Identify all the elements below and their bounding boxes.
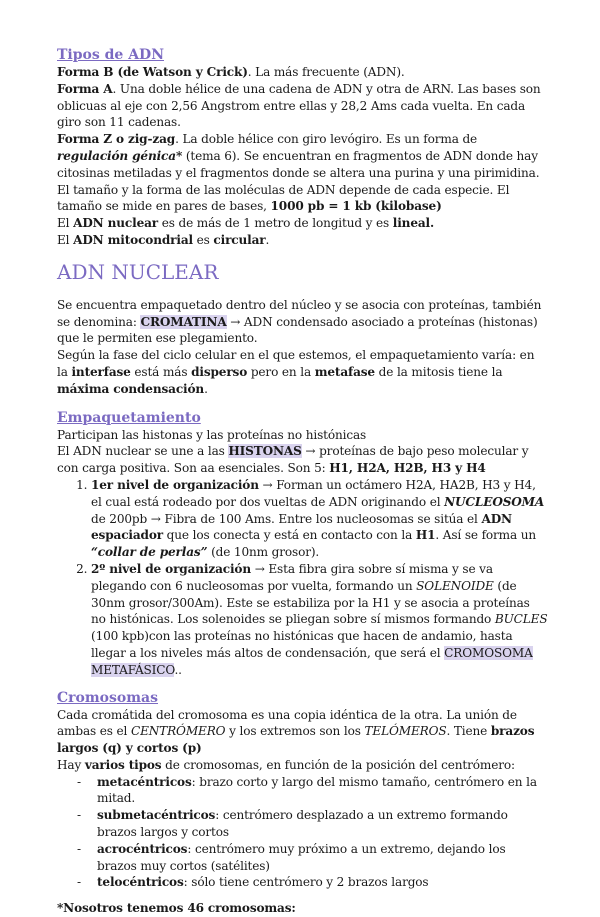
section-title-cromosomas: Cromosomas <box>57 689 158 706</box>
paragraph-tipos <box>57 757 548 774</box>
term-kb: 1000 pb = 1 kb (kilobase) <box>270 199 442 214</box>
text: → ADN condensado asociado a proteínas (histonas) que le permiten ese plegamiento. <box>57 314 538 346</box>
text: . La doble hélice con giro levógiro. Es un forma de <box>175 132 478 147</box>
paragraph-cromatida <box>57 707 548 757</box>
text: . La más frecuente (ADN). <box>247 65 405 79</box>
paragraph-ciclo <box>57 347 548 397</box>
term: *Nosotros tenemos 46 cromosomas: <box>57 901 296 916</box>
term: lineal. <box>392 216 435 231</box>
text: . Así se forma un <box>435 528 537 543</box>
term-forma-b: Forma B (de Watson y Crick) <box>57 65 248 79</box>
list-item-level-2 <box>91 561 548 679</box>
term: circular <box>213 232 266 247</box>
term: ADN espaciador <box>91 511 512 543</box>
term: metacéntricos <box>97 774 192 789</box>
text: : sólo tiene centrómero y 2 brazos largos <box>183 875 429 890</box>
text: (100 kpb)con las proteínas no histónicas que hacen de andamio, hasta llegar a los niveles más altos de condensación, que será el <box>91 629 513 660</box>
paragraph-size <box>57 182 548 216</box>
paragraph-forma-z <box>57 131 548 181</box>
highlight-cromatina: CROMATINA <box>140 314 227 329</box>
text: : centrómero desplazado a un extremo formando brazos largos y cortos <box>97 808 508 840</box>
term: NUCLEOSOMA <box>444 494 545 509</box>
term: BUCLES <box>494 612 548 627</box>
list-item <box>77 807 548 841</box>
text: (de 30nm grosor/300Am). Este se estabiliza por la H1 y se asocia a proteínas no histónicas. Los solenoides se pliegan sobre sí mismos formando <box>91 578 530 627</box>
paragraph-mitocondrial <box>57 232 548 249</box>
highlight-histonas: HISTONAS <box>228 444 302 459</box>
text: → Esta fibra gira sobre sí misma y se va plegando con 6 nucleosomas por vuelta, formando un <box>91 561 493 593</box>
section-title-empaquetamiento: Empaquetamiento <box>57 409 201 426</box>
term: “collar de perlas” <box>91 545 208 560</box>
text: de la mitosis tiene la <box>374 364 503 379</box>
term: metafase <box>314 364 375 379</box>
term: acrocéntricos <box>97 841 188 856</box>
term: H1, H2A, H2B, H3 y H4 <box>329 461 486 476</box>
term: ADN mitocondrial <box>73 232 193 247</box>
list-item <box>77 874 548 891</box>
text: que los conecta y está en contacto con la <box>162 528 416 543</box>
text: .. <box>174 662 182 677</box>
term-regulacion: regulación génica* <box>57 148 183 163</box>
text: El <box>57 216 74 231</box>
term: ADN nuclear <box>73 216 159 231</box>
text: . <box>265 232 270 247</box>
text: es <box>192 232 214 247</box>
text: y los extremos son los <box>225 724 365 739</box>
term: máxima condensación <box>57 381 205 396</box>
list-item-level-1 <box>91 477 548 561</box>
text: El tamaño y la forma de las moléculas de ADN depende de cada especie. El tamaño se mide en pares de bases, <box>57 182 510 214</box>
text: Según la fase del ciclo celular en el que estemos, el empaquetamiento varía: en la <box>57 348 535 379</box>
term: TELÓMEROS <box>364 724 447 739</box>
text: Cada cromátida del cromosoma es una copia idéntica de la otra. La unión de ambas es el <box>57 707 517 739</box>
text: (tema 6). Se encuentran en fragmentos de ADN donde hay citosinas metiladas y el fragmentos donde se altera una purina y una pirimidina. <box>57 148 540 180</box>
term-forma-z: Forma Z o zig-zag <box>57 132 176 147</box>
text: de cromosomas, en función de la posición del centrómero: <box>161 757 515 772</box>
term: interfase <box>71 364 131 379</box>
term: 1er nivel de organización <box>91 477 259 492</box>
term: disperso <box>191 364 248 379</box>
text: pero en la <box>247 364 315 379</box>
text: : brazo corto y largo del mismo tamaño, centrómero en la mitad. <box>97 774 537 806</box>
text: de 200pb → Fibra de 100 Ams. Entre los nucleosomas se sitúa el <box>91 511 482 526</box>
text: . Tiene <box>446 724 491 739</box>
text: está más <box>130 364 192 379</box>
chromosome-types-list <box>57 774 548 892</box>
text: Hay <box>57 757 85 772</box>
list-item <box>77 774 548 808</box>
highlight-cromosoma: CROMOSOMA METAFÁSICO <box>91 645 533 677</box>
section-title-nuclear: ADN NUCLEAR <box>57 259 219 284</box>
term: varios tipos <box>84 757 162 772</box>
text: → Forman un octámero H2A, HA2B, H3 y H4, el cual está rodeado por dos vueltas de ADN originando el <box>91 477 536 509</box>
paragraph-forma-a <box>57 81 548 131</box>
term: telocéntricos <box>97 875 184 890</box>
term: H1 <box>415 528 436 543</box>
paragraph-forma-b <box>57 64 548 81</box>
text: . Una doble hélice de una cadena de ADN y otra de ARN. Las bases son oblicuas al eje con 2,56 Angstrom entre ellas y 28,2 Ams cada vuelta. En cada giro son 11 cadenas. <box>57 81 541 130</box>
list-item <box>77 841 548 875</box>
text: (de 10nm grosor). <box>207 545 320 560</box>
text: El ADN nuclear se une a las <box>57 444 229 459</box>
text: Se encuentra empaquetado dentro del núcleo y se asocia con proteínas, también se denomina: <box>57 297 542 329</box>
paragraph-histonas <box>57 443 548 477</box>
section-title-tipos: Tipos de ADN <box>57 47 164 63</box>
paragraph-cromatina <box>57 297 548 347</box>
term: SOLENOIDE <box>416 578 494 593</box>
paragraph-nuclear <box>57 215 548 232</box>
text: El <box>57 232 74 247</box>
note <box>57 900 548 917</box>
text: . <box>204 381 208 396</box>
term: 2º nivel de organización <box>91 561 251 576</box>
term-forma-a: Forma A <box>57 81 113 96</box>
organization-levels-list <box>57 477 548 679</box>
paragraph-participan: Participan las histonas y las proteínas no histónicas <box>57 427 367 442</box>
term: CENTRÓMERO <box>130 724 226 739</box>
text: es de más de 1 metro de longitud y es <box>158 216 393 231</box>
text: → proteínas de bajo peso molecular y con carga positiva. Son aa esenciales. Son 5: <box>57 444 529 476</box>
term: submetacéntricos <box>97 808 216 823</box>
term: brazos largos (q) y cortos (p) <box>57 724 535 756</box>
text: : centrómero muy próximo a un extremo, dejando los brazos muy cortos (satélites) <box>97 841 506 873</box>
